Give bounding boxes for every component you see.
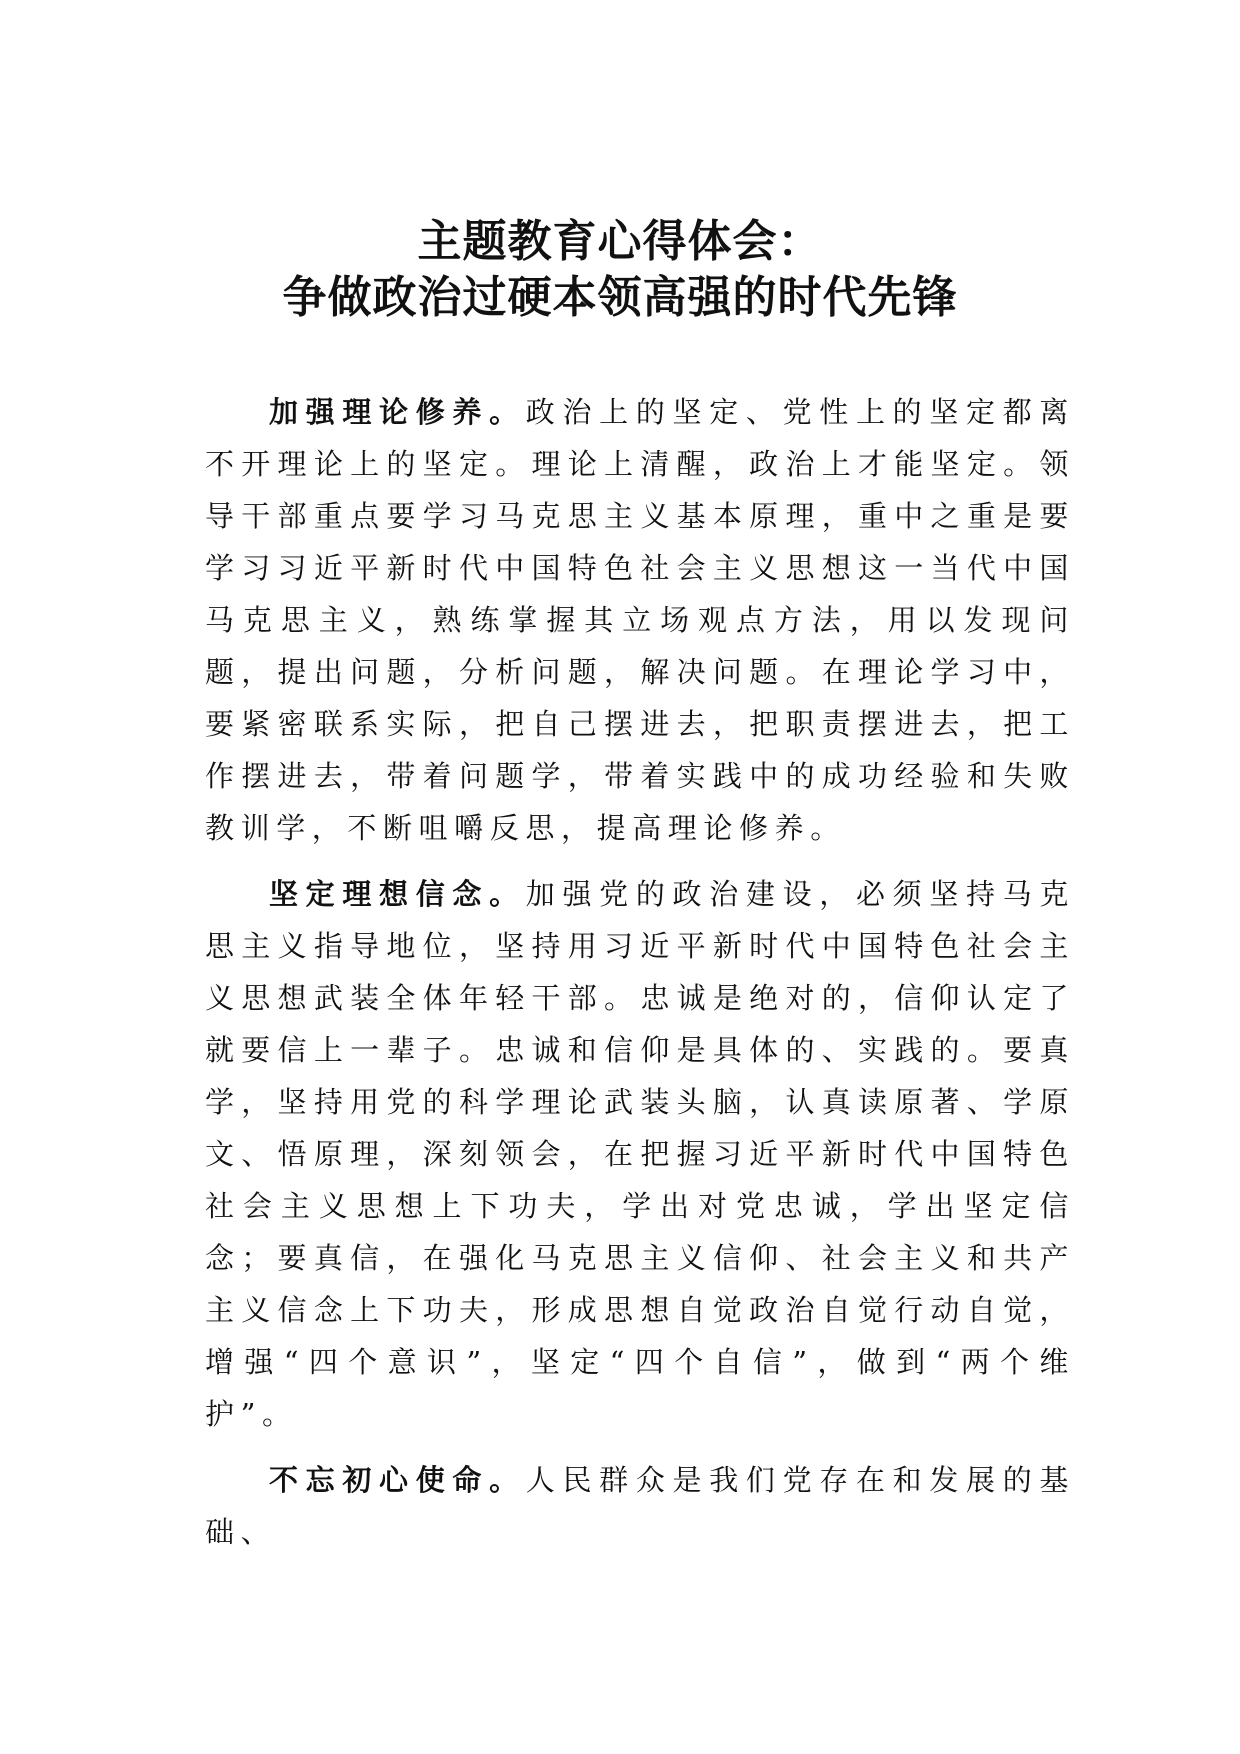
paragraph-lead: 加强理论修养。 bbox=[269, 395, 526, 429]
document-title bbox=[0, 214, 1240, 326]
paragraph-theory bbox=[205, 386, 1075, 854]
paragraph-mission bbox=[205, 1454, 1075, 1558]
title-line-2: 争做政治过硬本领高强的时代先锋 bbox=[282, 272, 958, 323]
paragraph-lead: 不忘初心使命。 bbox=[269, 1463, 526, 1497]
title-line-1: 主题教育心得体会： bbox=[417, 216, 823, 267]
paragraph-text: 人民群众是我们党存在和发展的基础、 bbox=[205, 1463, 1075, 1549]
document-body bbox=[205, 386, 1075, 1572]
paragraph-lead: 坚定理想信念。 bbox=[269, 877, 526, 911]
paragraph-ideals bbox=[205, 868, 1075, 1440]
paragraph-text: 加强党的政治建设，必须坚持马克思主义指导地位，坚持用习近平新时代中国特色社会主义思想武装全体年轻干部。忠诚是绝对的，信仰认定了就要信上一辈子。忠诚和信仰是具体的、实践的。要真学，坚持用党的科学理论武装头脑，认真读原著、学原文、悟原理，深刻领会，在把握习近平新时代中国特色社会主义思想上下功夫，学出对党忠诚，学出坚定信念；要真信，在强化马克思主义信仰、社会主义和共产主义信念上下功夫，形成思想自觉政治自觉行动自觉，增强“四个意识”，坚定“四个自信”，做到“两个维护”。 bbox=[205, 877, 1075, 1431]
paragraph-text: 政治上的坚定、党性上的坚定都离不开理论上的坚定。理论上清醒，政治上才能坚定。领导干部重点要学习马克思主义基本原理，重中之重是要学习习近平新时代中国特色社会主义思想这一当代中国马克思主义，熟练掌握其立场观点方法，用以发现问题，提出问题，分析问题，解决问题。在理论学习中，要紧密联系实际，把自己摆进去，把职责摆进去，把工作摆进去，带着问题学，带着实践中的成功经验和失败教训学，不断咀嚼反思，提高理论修养。 bbox=[205, 395, 1075, 845]
